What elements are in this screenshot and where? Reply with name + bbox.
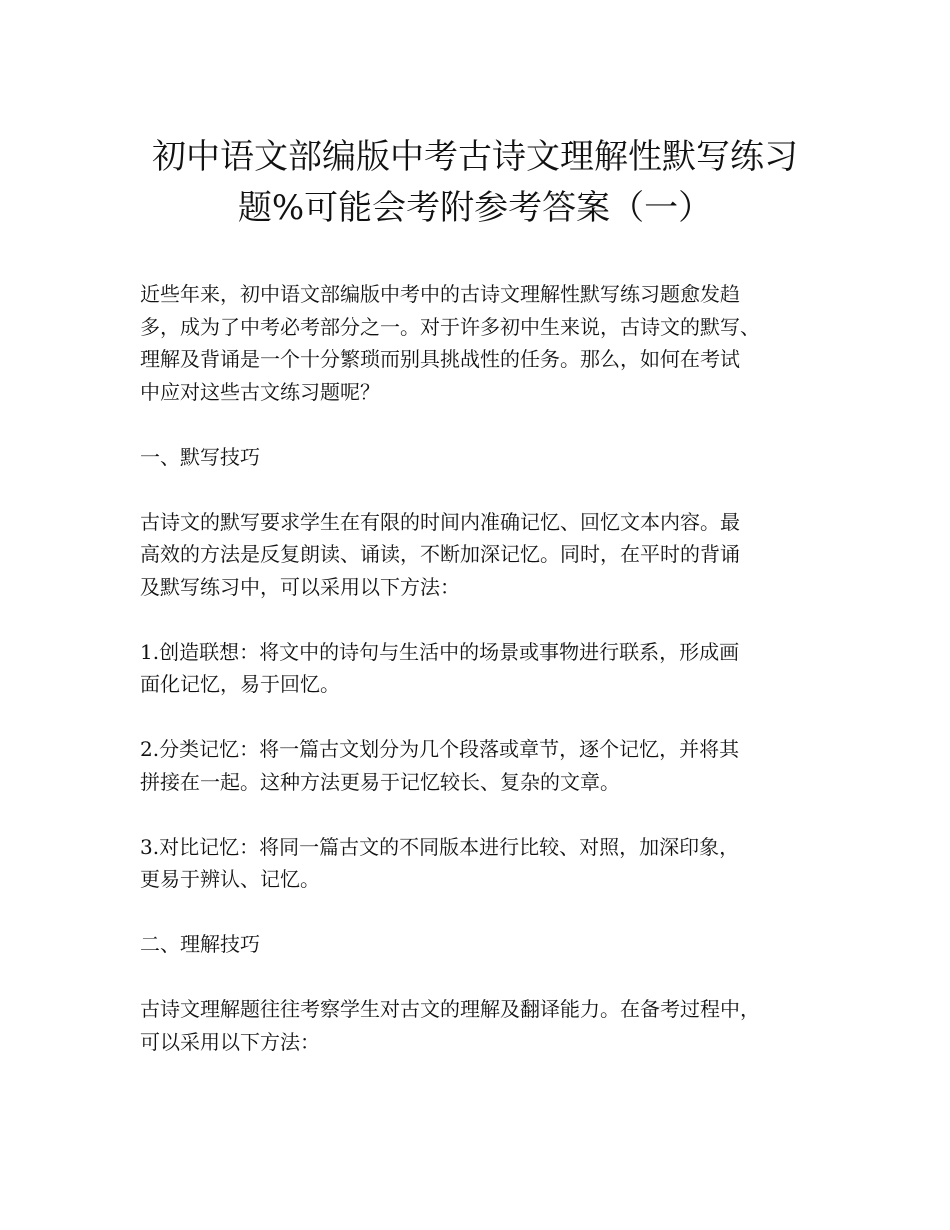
intro-paragraph <box>140 278 840 408</box>
text-line: 古诗文理解题往往考察学生对古文的理解及翻译能力。在备考过程中， <box>140 997 760 1021</box>
title-line-2: 题%可能会考附参考答案（一） <box>237 188 713 228</box>
text-line: 近些年来，初中语文部编版中考中的古诗文理解性默写练习题愈发趋 <box>140 282 740 306</box>
text-line: 1.创造联想：将文中的诗句与生活中的场景或事物进行联系，形成画 <box>140 639 740 664</box>
section-heading-comprehension <box>140 928 840 961</box>
section-heading-dictation <box>140 441 840 474</box>
comprehension-paragraph <box>140 993 840 1058</box>
text-line: 面化记忆，易于回忆。 <box>140 672 340 696</box>
list-item-association <box>140 636 840 701</box>
document-title <box>0 132 950 234</box>
text-line: 拼接在一起。这种方法更易于记忆较长、复杂的文章。 <box>140 769 620 794</box>
text-line: 及默写练习中，可以采用以下方法： <box>140 574 460 599</box>
list-item-classification <box>140 733 840 798</box>
text-line: 可以采用以下方法： <box>140 1029 320 1054</box>
text-line: 中应对这些古文练习题呢？ <box>140 379 380 404</box>
text-line: 理解及背诵是一个十分繁琐而别具挑战性的任务。那么，如何在考试 <box>140 347 740 371</box>
title-line-1: 初中语文部编版中考古诗文理解性默写练习 <box>152 137 798 177</box>
dictation-paragraph <box>140 506 840 604</box>
text-line: 高效的方法是反复朗读、诵读，不断加深记忆。同时，在平时的背诵 <box>140 542 740 566</box>
section-heading-text: 二、理解技巧 <box>140 932 260 956</box>
text-line: 更易于辨认、记忆。 <box>140 867 320 891</box>
list-item-comparison <box>140 831 840 896</box>
document-body <box>140 278 840 1091</box>
text-line: 3.对比记忆：将同一篇古文的不同版本进行比较、对照，加深印象， <box>140 834 740 859</box>
text-line: 多，成为了中考必考部分之一。对于许多初中生来说，古诗文的默写、 <box>140 314 760 339</box>
text-line: 2.分类记忆：将一篇古文划分为几个段落或章节，逐个记忆，并将其 <box>140 737 740 761</box>
text-line: 古诗文的默写要求学生在有限的时间内准确记忆、回忆文本内容。最 <box>140 509 740 534</box>
section-heading-text: 一、默写技巧 <box>140 444 260 469</box>
